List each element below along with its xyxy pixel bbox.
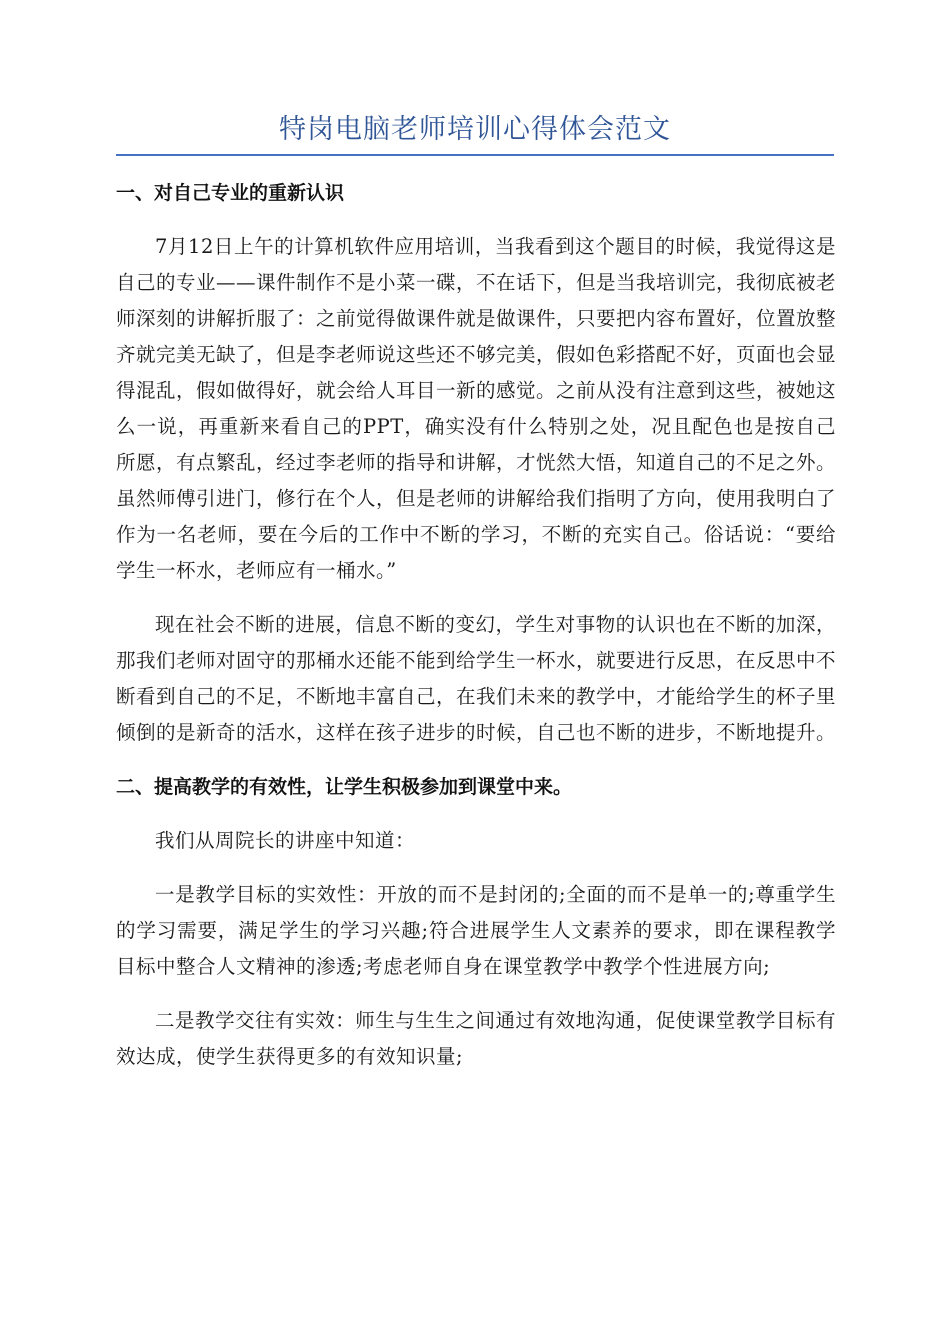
- paragraph: 7月12日上午的计算机软件应用培训，当我看到这个题目的时候，我觉得这是自己的专业——课件制作不是小菜一碟，不在话下，但是当我培训完，我彻底被老师深刻的讲解折服了：之前觉得做课件就是做课件，只要把内容布置好，位置放整齐就完美无缺了，但是李老师说这些还不够完美，假如色彩搭配不好，页面也会显得混乱，假如做得好，就会给人耳目一新的感觉。之前从没有注意到这些，被她这么一说，再重新来看自己的PPT，确实没有什么特别之处，况且配色也是按自己所愿，有点繁乱，经过李老师的指导和讲解，才恍然大悟，知道自己的不足之外。虽然师傅引进门，修行在个人，但是老师的讲解给我们指明了方向，使用我明白了作为一名老师，要在今后的工作中不断的学习，不断的充实自己。俗话说：“要给学生一杯水，老师应有一桶水。”: [116, 235, 837, 582]
- document-title: 特岗电脑老师培训心得体会范文: [279, 114, 671, 145]
- paragraph: 一是教学目标的实效性：开放的而不是封闭的;全面的而不是单一的;尊重学生的学习需要，满足学生的学习兴趣;符合进展学生人文素养的要求，即在课程教学目标中整合人文精神的渗透;考虑老师自身在课堂教学中教学个性进展方向;: [116, 883, 836, 978]
- section-heading: 二、提高教学的有效性，让学生积极参加到课堂中来。: [116, 776, 573, 798]
- section-heading: 一、对自己专业的重新认识: [116, 182, 345, 204]
- paragraph: 现在社会不断的进展，信息不断的变幻，学生对事物的认识也在不断的加深，那我们老师对固守的那桶水还能不能到给学生一杯水，就要进行反思，在反思中不断看到自己的不足，不断地丰富自己，在我们未来的教学中，才能给学生的杯子里倾倒的是新奇的活水，这样在孩子进步的时候，自己也不断的进步，不断地提升。: [116, 613, 837, 744]
- document-body: [116, 175, 836, 1093]
- title-underline: [116, 154, 834, 156]
- paragraph: 我们从周院长的讲座中知道：: [155, 829, 416, 852]
- paragraph: 二是教学交往有实效：师生与生生之间通过有效地沟通，促使课堂教学目标有效达成，使学生获得更多的有效知识量;: [116, 1009, 836, 1068]
